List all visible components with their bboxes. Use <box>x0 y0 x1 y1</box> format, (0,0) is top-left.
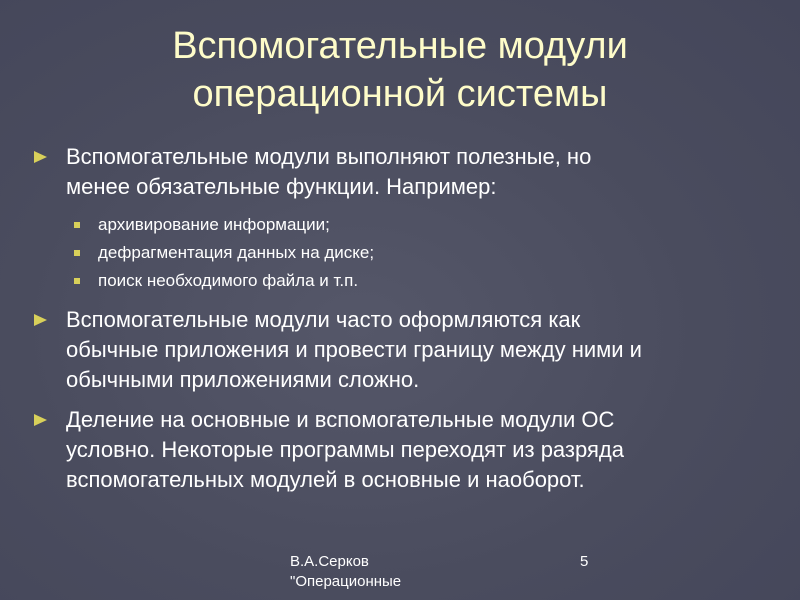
square-bullet-icon <box>74 278 80 284</box>
bullet-text-line: менее обязательные функции. Например: <box>66 174 497 199</box>
triangle-right-icon <box>34 314 47 326</box>
bullet-text-line: обычными приложениями сложно. <box>66 367 420 392</box>
bullet-text-line: вспомогательных модулей в основные и наоборот. <box>66 467 585 492</box>
sub-bullet-list <box>34 211 774 295</box>
sub-bullet-item <box>72 267 774 295</box>
bullet-text-line: Деление на основные и вспомогательные модули ОС <box>66 407 615 432</box>
footer-author-line: В.А.Серков <box>290 553 369 570</box>
sub-bullet-text: дефрагментация данных на диске; <box>98 243 375 262</box>
bullet-item <box>34 305 774 395</box>
bullet-text-line: Вспомогательные модули часто оформляются как <box>66 307 581 332</box>
slide-title-line: Вспомогательные модули <box>172 25 628 67</box>
slide-title-line: операционной системы <box>192 73 608 115</box>
sub-bullet-item <box>72 211 774 239</box>
square-bullet-icon <box>74 222 80 228</box>
footer-author <box>290 552 401 592</box>
sub-bullet-text: архивирование информации; <box>98 215 330 234</box>
triangle-right-icon <box>34 414 47 426</box>
bullet-text-line: условно. Некоторые программы переходят из разряда <box>66 437 624 462</box>
page-number: 5 <box>580 553 589 570</box>
square-bullet-icon <box>74 250 80 256</box>
sub-bullet-item <box>72 239 774 267</box>
bullet-item <box>34 142 774 202</box>
sub-bullet-text: поиск необходимого файла и т.п. <box>98 271 359 290</box>
bullet-item <box>34 405 774 495</box>
footer-author-line: "Операционные <box>290 573 402 590</box>
slide-content <box>34 142 774 495</box>
slide-title <box>0 22 800 118</box>
bullet-text-line: Вспомогательные модули выполняют полезные, но <box>66 144 592 169</box>
triangle-right-icon <box>34 151 47 163</box>
bullet-text-line: обычные приложения и провести границу между ними и <box>66 337 642 362</box>
